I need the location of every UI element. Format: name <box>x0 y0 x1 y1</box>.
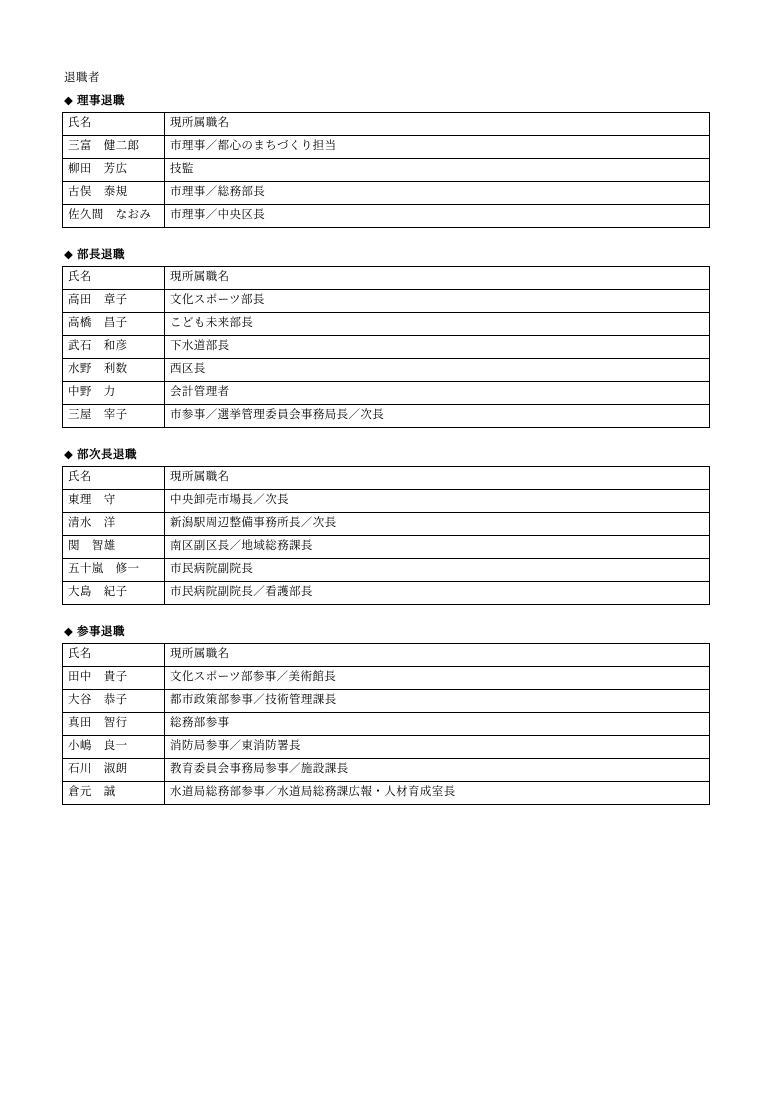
table-row <box>63 536 710 559</box>
cell-post: 水道局総務部参事／水道局総務課広報・人材育成室長 <box>165 782 710 805</box>
table-header-row <box>63 113 710 136</box>
table-row <box>63 559 710 582</box>
section-heading: ◆ 参事退職 <box>64 626 126 639</box>
table-row <box>63 513 710 536</box>
table-row <box>63 582 710 605</box>
cell-name: 高田 章子 <box>63 290 165 313</box>
cell-post: 市民病院副院長 <box>165 559 710 582</box>
column-header-post: 現所属職名 <box>165 113 710 136</box>
table-row <box>63 782 710 805</box>
cell-post: 南区副区長／地域総務課長 <box>165 536 710 559</box>
cell-post: 技監 <box>165 159 710 182</box>
section-heading: ◆ 部長退職 <box>64 249 126 262</box>
cell-name: 田中 貴子 <box>63 667 165 690</box>
cell-name: 武石 和彦 <box>63 336 165 359</box>
cell-post: 西区長 <box>165 359 710 382</box>
table-row <box>63 136 710 159</box>
cell-post: 都市政策部参事／技術管理課長 <box>165 690 710 713</box>
table-row <box>63 759 710 782</box>
column-header-name: 氏名 <box>63 467 165 490</box>
section-heading: ◆ 理事退職 <box>64 95 126 108</box>
retirement-table <box>62 466 710 605</box>
table-row <box>63 359 710 382</box>
retirement-table <box>62 266 710 428</box>
cell-name: 中野 力 <box>63 382 165 405</box>
table-row <box>63 159 710 182</box>
cell-name: 三富 健二郎 <box>63 136 165 159</box>
cell-post: 下水道部長 <box>165 336 710 359</box>
table-row <box>63 382 710 405</box>
cell-post: こども未来部長 <box>165 313 710 336</box>
table-row <box>63 713 710 736</box>
column-header-name: 氏名 <box>63 113 165 136</box>
table-row <box>63 182 710 205</box>
cell-post: 文化スポーツ部長 <box>165 290 710 313</box>
cell-name: 関 智雄 <box>63 536 165 559</box>
cell-name: 真田 智行 <box>63 713 165 736</box>
table-row <box>63 690 710 713</box>
section-riji-taishoku <box>62 92 710 228</box>
table-row <box>63 336 710 359</box>
section-bujicho-taishoku <box>62 446 710 605</box>
cell-name: 高橋 昌子 <box>63 313 165 336</box>
retirement-table <box>62 643 710 805</box>
table-header-row <box>63 467 710 490</box>
table-header-row <box>63 644 710 667</box>
column-header-name: 氏名 <box>63 267 165 290</box>
cell-name: 小嶋 良一 <box>63 736 165 759</box>
column-header-post: 現所属職名 <box>165 467 710 490</box>
table-row <box>63 313 710 336</box>
cell-name: 倉元 誠 <box>63 782 165 805</box>
cell-name: 大島 紀子 <box>63 582 165 605</box>
column-header-post: 現所属職名 <box>165 644 710 667</box>
cell-name: 大谷 恭子 <box>63 690 165 713</box>
table-row <box>63 736 710 759</box>
cell-name: 五十嵐 修一 <box>63 559 165 582</box>
cell-post: 中央卸売市場長／次長 <box>165 490 710 513</box>
section-sanji-taishoku <box>62 623 710 805</box>
cell-name: 三屋 宰子 <box>63 405 165 428</box>
cell-name: 東理 守 <box>63 490 165 513</box>
section-bucho-taishoku <box>62 246 710 428</box>
cell-post: 教育委員会事務局参事／施設課長 <box>165 759 710 782</box>
cell-post: 文化スポーツ部参事／美術館長 <box>165 667 710 690</box>
page-title: 退職者 <box>64 72 100 84</box>
cell-post: 市理事／総務部長 <box>165 182 710 205</box>
table-row <box>63 290 710 313</box>
cell-name: 柳田 芳広 <box>63 159 165 182</box>
cell-post: 新潟駅周辺整備事務所長／次長 <box>165 513 710 536</box>
cell-post: 市理事／都心のまちづくり担当 <box>165 136 710 159</box>
table-row <box>63 667 710 690</box>
section-heading: ◆ 部次長退職 <box>64 449 138 462</box>
table-row <box>63 490 710 513</box>
cell-name: 水野 利数 <box>63 359 165 382</box>
retirement-table <box>62 112 710 228</box>
cell-name: 佐久間 なおみ <box>63 205 165 228</box>
table-row <box>63 405 710 428</box>
cell-post: 総務部参事 <box>165 713 710 736</box>
table-header-row <box>63 267 710 290</box>
cell-post: 市民病院副院長／看護部長 <box>165 582 710 605</box>
cell-name: 古俣 泰規 <box>63 182 165 205</box>
cell-post: 会計管理者 <box>165 382 710 405</box>
column-header-post: 現所属職名 <box>165 267 710 290</box>
cell-post: 市参事／選挙管理委員会事務局長／次長 <box>165 405 710 428</box>
table-row <box>63 205 710 228</box>
cell-post: 市理事／中央区長 <box>165 205 710 228</box>
cell-name: 石川 淑朗 <box>63 759 165 782</box>
document-content <box>62 70 710 823</box>
cell-post: 消防局参事／東消防署長 <box>165 736 710 759</box>
cell-name: 清水 洋 <box>63 513 165 536</box>
column-header-name: 氏名 <box>63 644 165 667</box>
